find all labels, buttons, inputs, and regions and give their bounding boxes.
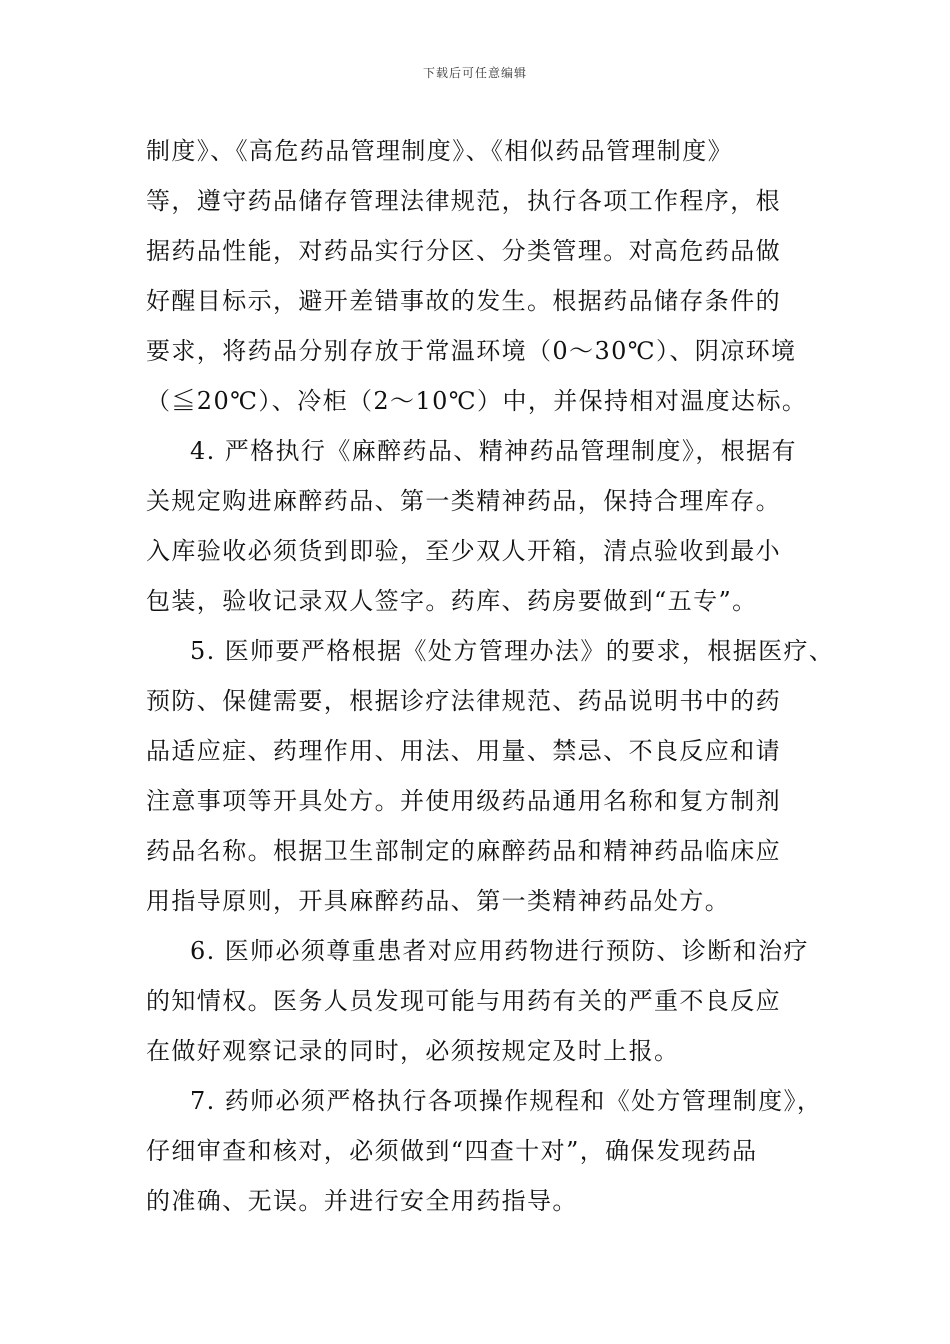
text-line: （≦20℃）、冷柜（2～10℃）中，并保持相对温度达标。 xyxy=(146,387,808,415)
text-line: 药品名称。根据卫生部制定的麻醉药品和精神药品临床应 xyxy=(146,837,781,865)
text-line: 好醒目标示，避开差错事故的发生。根据药品储存条件的 xyxy=(146,287,781,315)
text-line: 注意事项等开具处方。并使用级药品通用名称和复方制剂 xyxy=(146,787,781,815)
text-line: 品适应症、药理作用、用法、用量、禁忌、不良反应和请 xyxy=(146,737,781,765)
text-line: 的知情权。医务人员发现可能与用药有关的严重不良反应 xyxy=(146,987,781,1015)
text-line: 关规定购进麻醉药品、第一类精神药品，保持合理库存。 xyxy=(146,487,781,515)
paragraph-start-5: 5. 医师要严格根据《处方管理办法》的要求，根据医疗、 xyxy=(190,637,835,665)
text-line: 要求，将药品分别存放于常温环境（0～30℃）、阴凉环境 xyxy=(146,337,797,365)
text-line: 预防、保健需要，根据诊疗法律规范、药品说明书中的药 xyxy=(146,687,781,715)
text-line: 包装，验收记录双人签字。药库、药房要做到“五专”。 xyxy=(146,587,758,615)
text-line: 据药品性能，对药品实行分区、分类管理。对高危药品做 xyxy=(146,237,781,265)
document-body xyxy=(146,126,835,1226)
text-line: 入库验收必须货到即验，至少双人开箱，清点验收到最小 xyxy=(146,537,781,565)
page-header: 下载后可任意编辑 xyxy=(422,66,527,80)
text-line: 等，遵守药品储存管理法律规范，执行各项工作程序，根 xyxy=(146,187,781,215)
text-line: 的准确、无误。并进行安全用药指导。 xyxy=(146,1187,578,1215)
text-line: 制度》、《高危药品管理制度》、《相似药品管理制度》 xyxy=(146,137,733,165)
paragraph-start-6: 6. 医师必须尊重患者对应用药物进行预防、诊断和治疗 xyxy=(190,937,809,965)
text-line: 仔细审查和核对，必须做到“四查十对”，确保发现药品 xyxy=(146,1137,758,1165)
text-line: 用指导原则，开具麻醉药品、第一类精神药品处方。 xyxy=(146,887,731,915)
text-line: 在做好观察记录的同时，必须按规定及时上报。 xyxy=(146,1037,680,1065)
paragraph-start-4: 4. 严格执行《麻醉药品、精神药品管理制度》，根据有 xyxy=(190,437,797,465)
paragraph-start-7: 7. 药师必须严格执行各项操作规程和《处方管理制度》， xyxy=(190,1087,823,1115)
